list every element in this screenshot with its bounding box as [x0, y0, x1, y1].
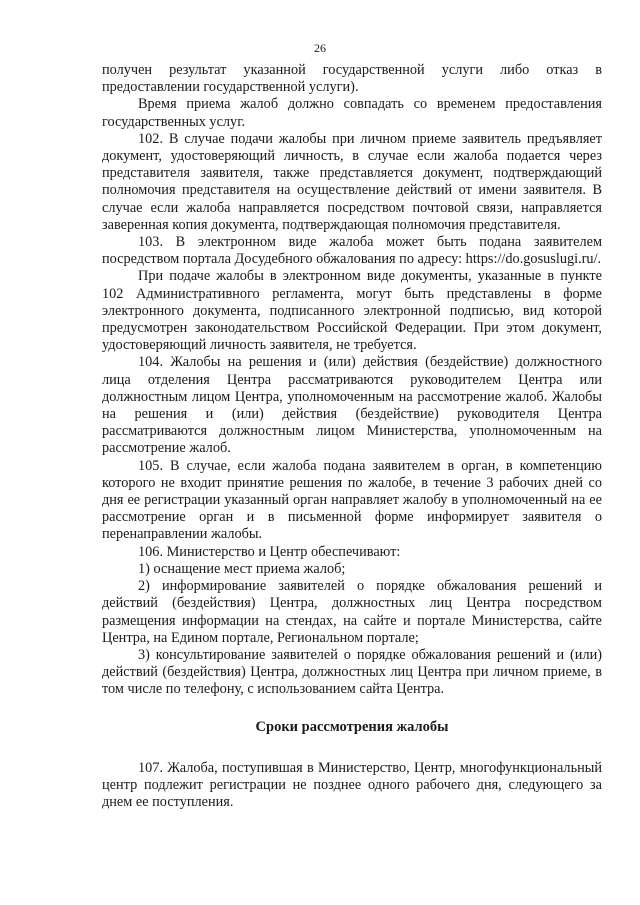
paragraph-103: 103. В электронном виде жалоба может быть подана заявителем посредством портала Досудебного обжалования по адресу: https://do.gosuslugi.ru/.: [102, 234, 602, 268]
paragraph-continuation: получен результат указанной государственной услуги либо отказ в предоставлении государственной услуги).: [102, 62, 602, 96]
paragraph-102: 102. В случае подачи жалобы при личном приеме заявитель предъявляет документ, удостоверяющий личность, в случае если жалоба подается через представителя заявителя, также представляется документ, подтверждающий полномочия представителя на осуществление действий от имени заявителя. В случае если жалоба направляется посредством почтовой связи, направляется заверенная копия документа, подтверждающая полномочия представителя.: [102, 130, 602, 233]
paragraph-reception-time: Время приема жалоб должно совпадать со временем предоставления государственных услуг.: [102, 96, 602, 130]
paragraph-107: 107. Жалоба, поступившая в Министерство, Центр, многофункциональный центр подлежит регистрации не позднее одного рабочего дня, следующего за днем ее поступления.: [102, 759, 602, 811]
paragraph-103-electronic: При подаче жалобы в электронном виде документы, указанные в пункте 102 Административного регламента, могут быть представлены в форме электронного документа, подписанного электронной подписью, вид которой предусмотрен законодательством Российской Федерации. При этом документ, удостоверяющий личность заявителя, не требуется.: [102, 268, 602, 354]
section-heading: Сроки рассмотрения жалобы: [255, 718, 449, 735]
paragraph-106: 106. Министерство и Центр обеспечивают:: [138, 543, 401, 560]
list-item-106-2: 2) информирование заявителей о порядке обжалования решений и действий (бездействия) Центра, должностных лиц Центра посредством размещения информации на стендах, на сайте и портале Министерства, сайте Центра, на Едином портале, Региональном портале;: [102, 578, 602, 646]
paragraph-104: 104. Жалобы на решения и (или) действия (бездействие) должностного лица отделения Центра рассматриваются руководителем Центра или должностным лицом Центра, уполномоченным на рассмотрение жалоб. Жалобы на решения и (или) действия (бездействие) руководителя Центра рассматриваются должностным лицом Министерства, уполномоченным на рассмотрение жалоб.: [102, 354, 602, 457]
page-number: 26: [314, 41, 326, 55]
list-item-106-3: 3) консультирование заявителей о порядке обжалования решений и (или) действий (бездействия) Центра, должностных лиц Центра при личном приеме, в том числе по телефону, с использованием сайта Центра.: [102, 646, 602, 698]
paragraph-105: 105. В случае, если жалоба подана заявителем в орган, в компетенцию которого не входит принятие решения по жалобе, в течение 3 рабочих дней со дня ее регистрации указанный орган направляет жалобу в уполномоченный на ее рассмотрение орган и в письменной форме информирует заявителя о перенаправлении жалобы.: [102, 457, 602, 543]
list-item-106-1: 1) оснащение мест приема жалоб;: [138, 560, 346, 577]
document-body: [102, 62, 602, 811]
